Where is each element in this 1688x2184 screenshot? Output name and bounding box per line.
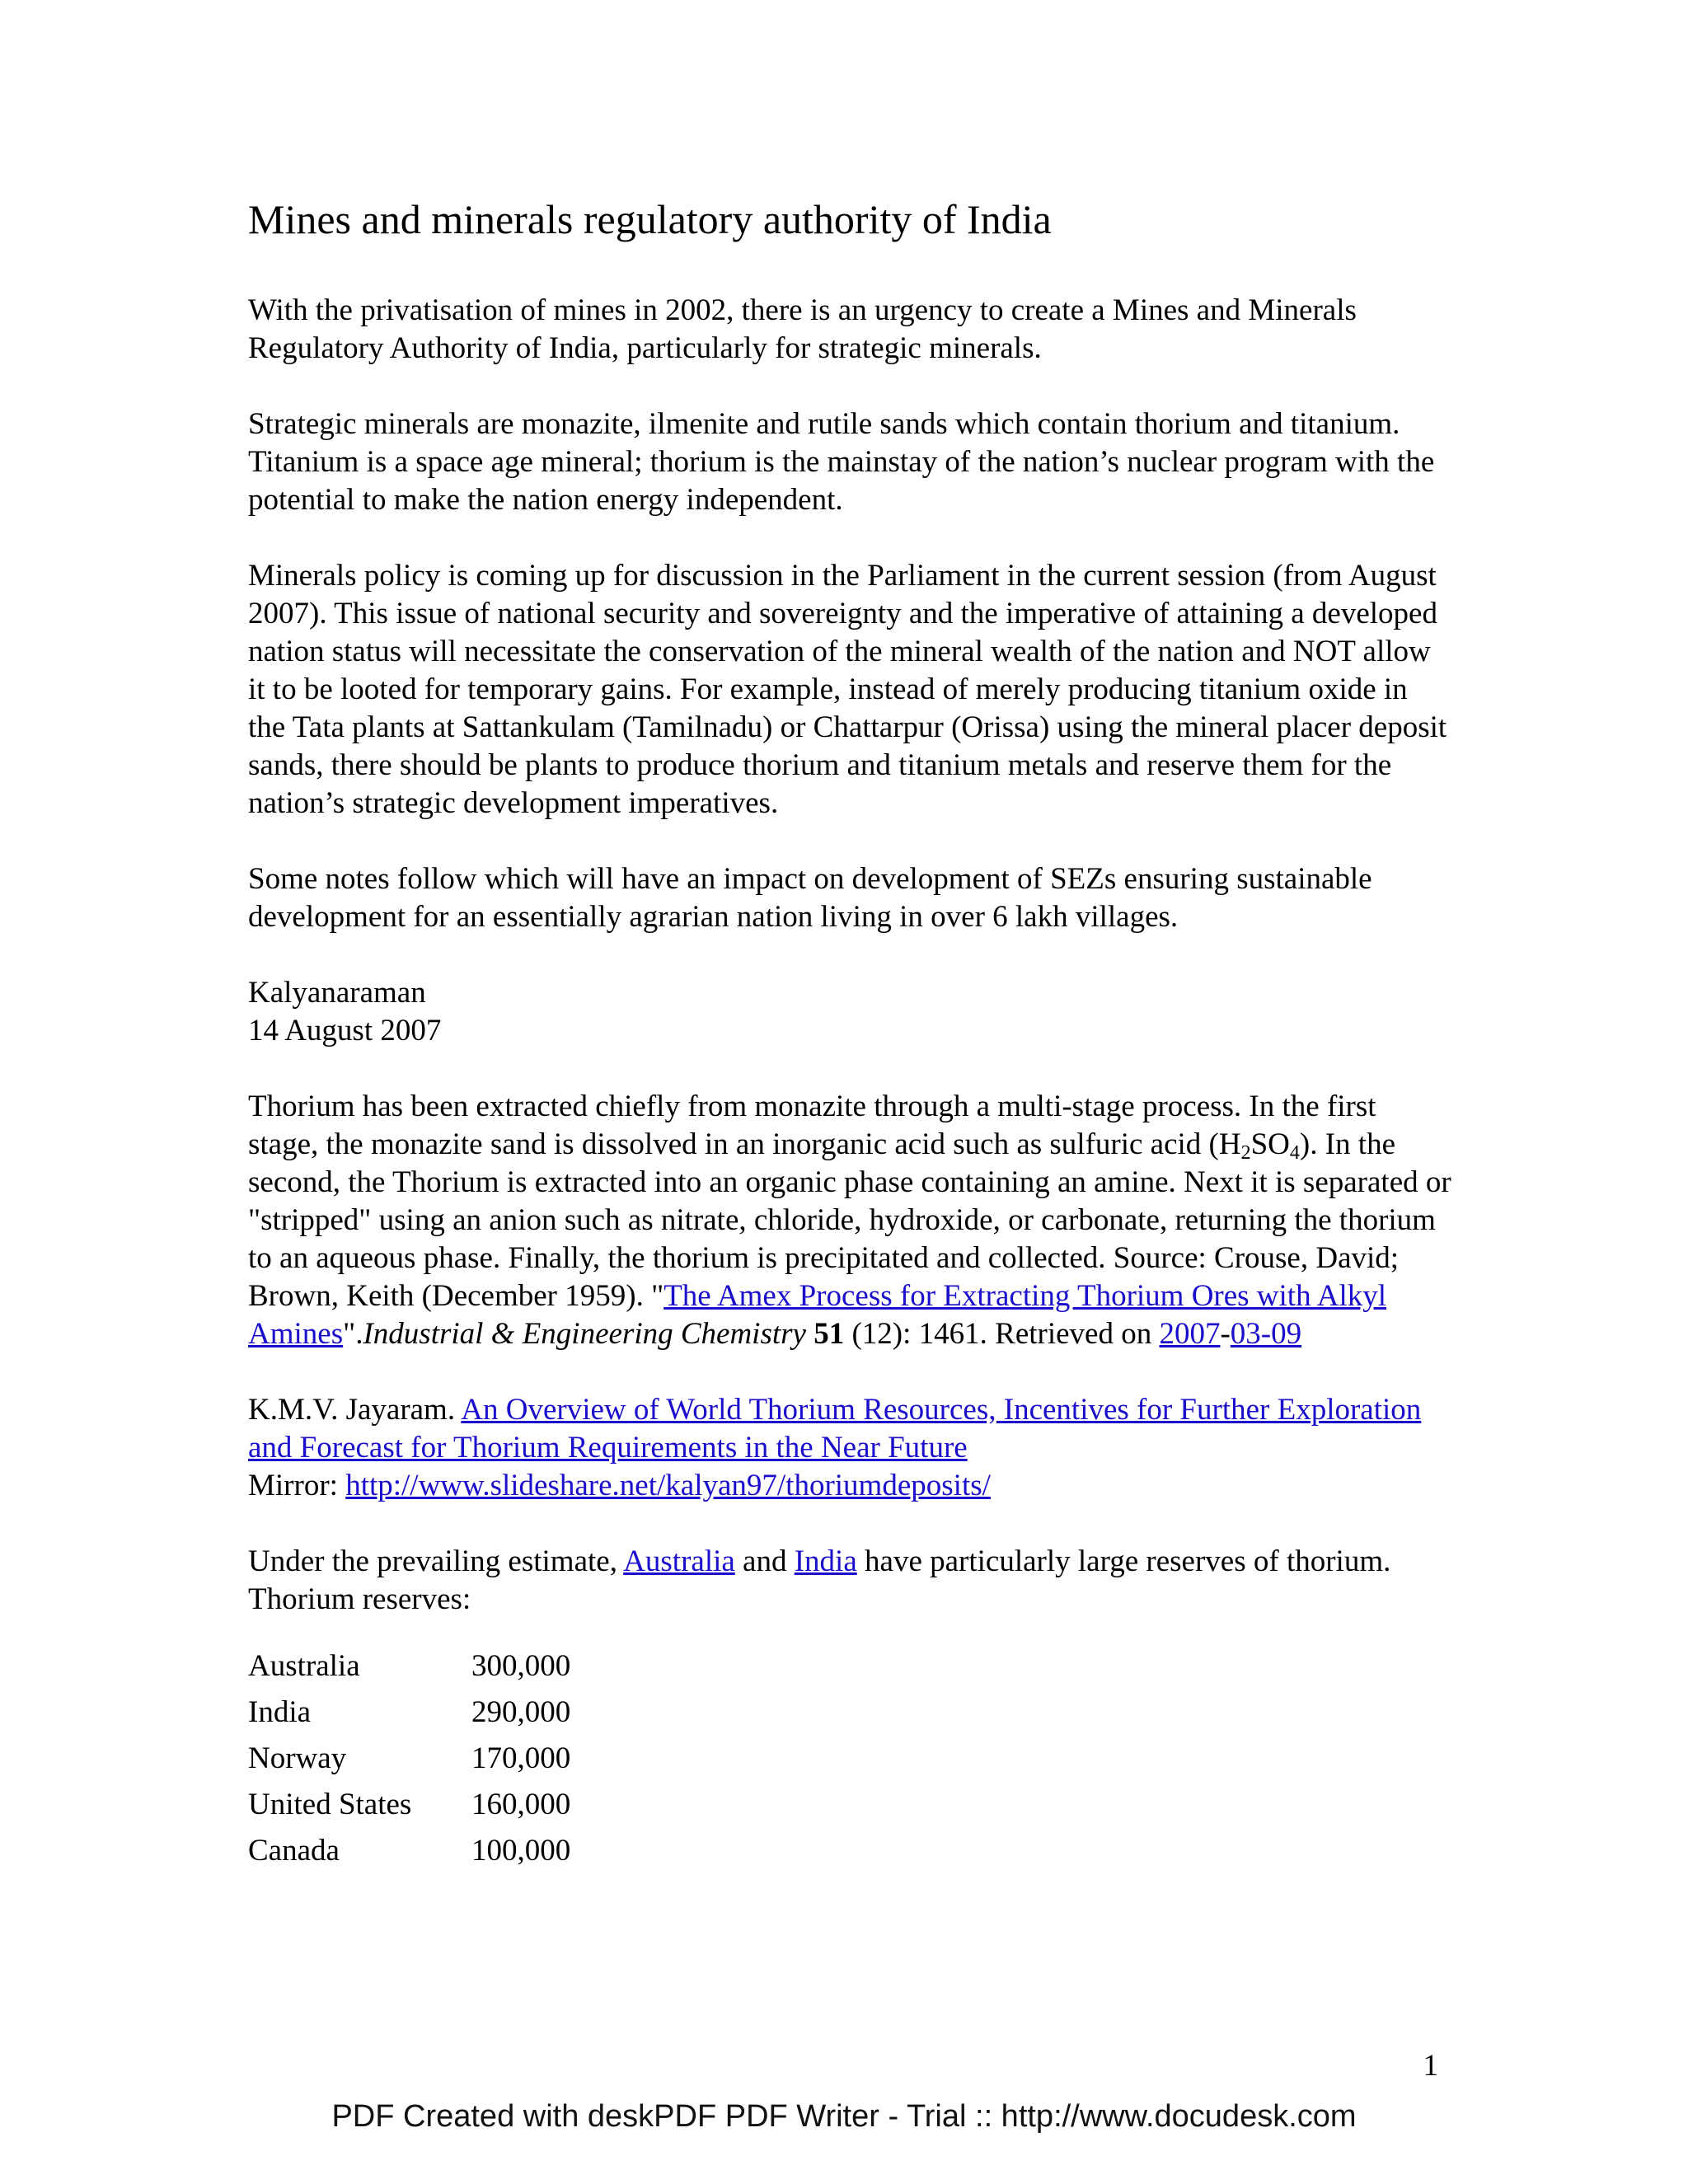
reserve-amount: 100,000	[471, 1834, 571, 1868]
reserve-country: Canada	[248, 1834, 340, 1868]
thorium-text-2: SO	[1250, 1127, 1290, 1161]
thorium-text-7: -	[1220, 1317, 1231, 1351]
reserve-amount: 170,000	[471, 1741, 571, 1775]
paragraph-strategic-minerals: Strategic minerals are monazite, ilmenite and rutile sands which contain thorium and titanium. Titanium is a space age mineral; thorium is the mainstay of the nation’s nuclear program with the potential to make the nation energy independent.	[248, 407, 1435, 517]
paragraph-privatisation: With the privatisation of mines in 2002, there is an urgency to create a Mines and Minerals Regulatory Authority of India, particularly for strategic minerals.	[248, 293, 1357, 365]
subscript-2: 2	[1240, 1142, 1251, 1164]
paragraph-thorium-extraction	[248, 1088, 1451, 1353]
link-year-2007[interactable]: 2007	[1159, 1317, 1221, 1351]
paragraph-reserves-intro	[248, 1543, 1451, 1619]
reserve-amount: 290,000	[471, 1695, 571, 1729]
thorium-text-6: (12): 1461. Retrieved on	[844, 1317, 1160, 1351]
thorium-text-5	[806, 1317, 814, 1351]
pdf-trial-footer: PDF Created with deskPDF PDF Writer - Trial :: http://www.docudesk.com	[331, 2099, 1357, 2134]
journal-volume: 51	[814, 1317, 845, 1351]
thorium-text-4: ".	[343, 1317, 363, 1351]
jayaram-author: K.M.V. Jayaram.	[248, 1393, 462, 1427]
signature-block	[248, 974, 1451, 1050]
paragraph-sez-notes: Some notes follow which will have an impact on development of SEZs ensuring sustainable development for an essentially agrarian nation living in over 6 lakh villages.	[248, 862, 1372, 934]
reserve-country: India	[248, 1695, 312, 1729]
author-date: 14 August 2007	[248, 1014, 442, 1047]
reserves-text-3: have particularly large reserves of thorium. Thorium reserves:	[248, 1544, 1391, 1616]
thorium-reserves-table	[248, 1643, 570, 1874]
reserve-amount: 160,000	[471, 1788, 571, 1821]
reserve-country: United States	[248, 1788, 412, 1821]
subscript-4: 4	[1289, 1142, 1300, 1164]
link-date-03-09[interactable]: 03-09	[1230, 1317, 1302, 1351]
reserve-country: Norway	[248, 1741, 347, 1775]
link-thorium-overview[interactable]: An Overview of World Thorium Resources, Incentives for Further Exploration and Forecast for Thorium Requirements in the Near Future	[248, 1393, 1422, 1465]
paragraph-minerals-policy: Minerals policy is coming up for discussion in the Parliament in the current session (from August 2007). This issue of national security and sovereignty and the imperative of attaining a developed nation status will necessitate the conservation of the mineral wealth of the nation and NOT allow it to be looted for temporary gains. For example, instead of merely producing titanium oxide in the Tata plants at Sattankulam (Tamilnadu) or Chattarpur (Orissa) using the mineral placer deposit sands, there should be plants to produce thorium and titanium metals and reserve them for the nation’s strategic development imperatives.	[248, 559, 1447, 820]
page-title: Mines and minerals regulatory authority of India	[248, 196, 1052, 242]
mirror-label: Mirror:	[248, 1469, 346, 1502]
table-row	[248, 1643, 570, 1690]
link-australia[interactable]: Australia	[623, 1544, 735, 1578]
table-row	[248, 1828, 570, 1874]
paragraph-jayaram	[248, 1391, 1451, 1505]
table-row	[248, 1736, 570, 1782]
journal-name: Industrial & Engineering Chemistry	[363, 1317, 806, 1351]
link-amex-process[interactable]: The Amex Process for Extracting Thorium Ores with Alkyl Amines	[248, 1279, 1387, 1351]
link-mirror-slideshare[interactable]: http://www.slideshare.net/kalyan97/thoriumdeposits/	[345, 1469, 991, 1502]
document-body	[248, 194, 1451, 1874]
table-row	[248, 1782, 570, 1828]
link-india[interactable]: India	[794, 1544, 857, 1578]
table-row	[248, 1690, 570, 1736]
thorium-text-3: ). In the second, the Thorium is extracted into an organic phase containing an amine. Next it is separated or "stripped" using an anion such as nitrate, chloride, hydroxide, or carbonate, returning the thorium to an aqueous phase. Finally, the thorium is precipitated and collected. Source: Crouse, David; Brown, Keith (December 1959). "	[248, 1127, 1451, 1313]
reserves-text-2: and	[734, 1544, 795, 1578]
page-number: 1	[1423, 2049, 1438, 2083]
reserve-country: Australia	[248, 1649, 360, 1683]
reserve-amount: 300,000	[471, 1649, 571, 1683]
thorium-text-1: Thorium has been extracted chiefly from monazite through a multi-stage process. In the first stage, the monazite sand is dissolved in an inorganic acid such as sulfuric acid (H	[248, 1090, 1376, 1161]
reserves-text-1: Under the prevailing estimate,	[248, 1544, 624, 1578]
author-name: Kalyanaraman	[248, 976, 426, 1010]
